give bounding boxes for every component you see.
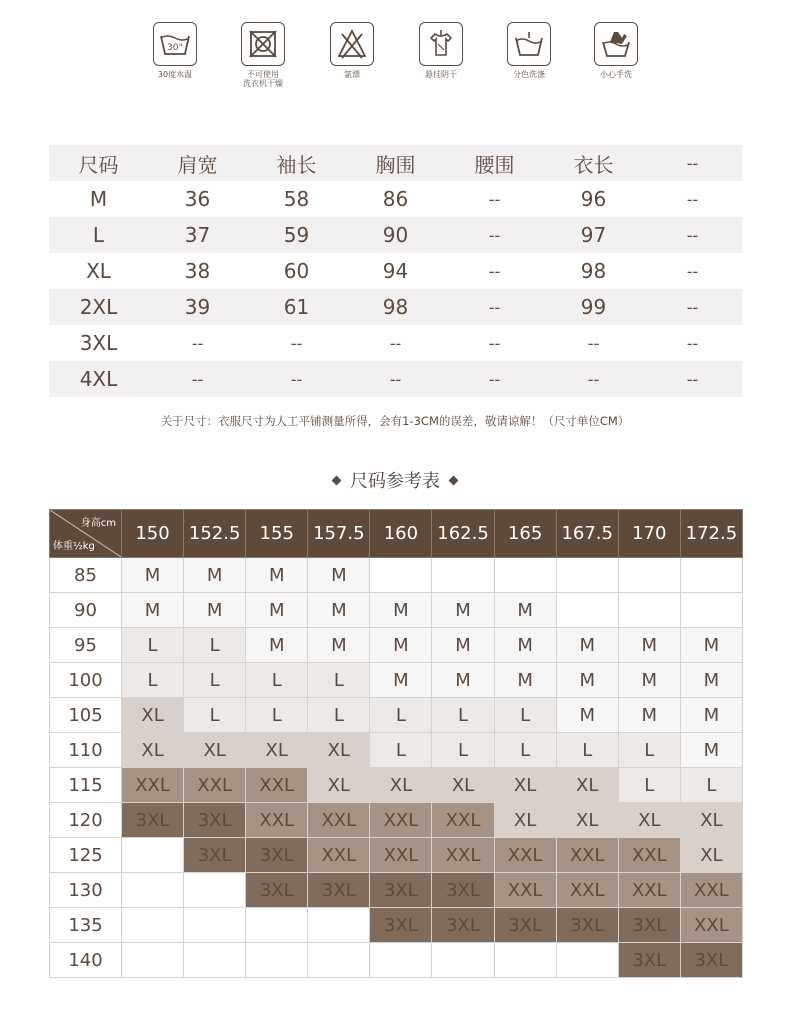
size-value-cell: -- (290, 333, 303, 353)
recommended-size-cell: XL (494, 768, 556, 803)
care-label: 30度水温 (157, 70, 193, 79)
care-item-bleach (307, 22, 397, 79)
column-header: 衣长 (573, 152, 614, 177)
weight-cell: 95 (50, 628, 122, 663)
height-header-cell: 170 (618, 510, 680, 558)
height-axis-label: 身高cm (80, 518, 116, 529)
recommended-size-cell: M (494, 593, 556, 628)
height-header-cell: 162.5 (432, 510, 494, 558)
size-label-cell: 4XL (79, 367, 118, 391)
height-header-cell: 172.5 (680, 510, 742, 558)
recommended-size-cell: M (122, 593, 184, 628)
recommended-size-cell: XL (618, 803, 680, 838)
recommended-size-cell: 3XL (680, 943, 742, 978)
recommended-size-cell: M (680, 628, 742, 663)
size-value-cell: -- (488, 225, 501, 245)
recommended-size-cell: XXL (494, 873, 556, 908)
recommended-size-cell: M (370, 593, 432, 628)
weight-cell: 85 (50, 558, 122, 593)
height-header-cell: 157.5 (308, 510, 370, 558)
recommended-size-cell (494, 558, 556, 593)
recommended-size-cell: M (618, 698, 680, 733)
weight-cell: 110 (50, 733, 122, 768)
weight-cell: 135 (50, 908, 122, 943)
recommended-size-cell: M (680, 698, 742, 733)
weight-cell: 90 (50, 593, 122, 628)
corner-cell (50, 510, 122, 558)
recommended-size-cell: L (308, 698, 370, 733)
recommended-size-cell: 3XL (246, 838, 308, 873)
recommended-size-cell: 3XL (184, 838, 246, 873)
care-icons-row (0, 22, 790, 102)
recommended-size-cell: L (494, 698, 556, 733)
size-row (49, 181, 742, 217)
recommended-size-cell: L (618, 768, 680, 803)
size-value-cell: -- (488, 369, 501, 389)
size-value-cell: -- (686, 189, 699, 209)
recommended-size-cell: L (122, 628, 184, 663)
size-value-cell: -- (686, 333, 699, 353)
recommended-size-cell: M (246, 558, 308, 593)
recommended-size-cell: XXL (246, 803, 308, 838)
recommended-size-cell: XXL (432, 803, 494, 838)
size-value-cell: -- (191, 369, 204, 389)
care-item-no-dryer (218, 22, 308, 88)
recommended-size-cell: XXL (246, 768, 308, 803)
size-value-cell: -- (488, 297, 501, 317)
size-value-cell: -- (488, 189, 501, 209)
care-label: 分色洗涤 (513, 70, 545, 79)
recommended-size-cell: XXL (122, 768, 184, 803)
size-value-cell: 61 (283, 295, 310, 319)
recommended-size-cell (432, 943, 494, 978)
size-value-cell: -- (686, 225, 699, 245)
recommended-size-cell: XXL (432, 838, 494, 873)
recommended-size-cell: L (184, 663, 246, 698)
reference-row (50, 768, 743, 803)
diamond-icon (449, 476, 459, 486)
recommended-size-cell (308, 943, 370, 978)
recommended-size-cell (680, 558, 742, 593)
recommended-size-cell: L (432, 698, 494, 733)
size-value-cell: 94 (382, 259, 409, 283)
column-header: 腰围 (474, 152, 515, 177)
care-item-hang-dry (396, 22, 486, 79)
reference-row (50, 733, 743, 768)
recommended-size-cell: M (680, 733, 742, 768)
size-label-cell: 3XL (79, 331, 118, 355)
recommended-size-cell (246, 943, 308, 978)
height-header-cell: 167.5 (556, 510, 618, 558)
recommended-size-cell (494, 943, 556, 978)
recommended-size-cell (432, 558, 494, 593)
recommended-size-cell: 3XL (370, 873, 432, 908)
size-row (49, 361, 742, 397)
recommended-size-cell: M (370, 628, 432, 663)
height-header-cell: 165 (494, 510, 556, 558)
size-value-cell: 60 (283, 259, 310, 283)
recommended-size-cell: 3XL (618, 943, 680, 978)
recommended-size-cell: XL (432, 768, 494, 803)
recommended-size-cell (184, 908, 246, 943)
no-bleach-icon (330, 22, 374, 66)
reference-table-body (50, 558, 743, 978)
size-measurement-table (49, 145, 742, 397)
recommended-size-cell: XXL (494, 838, 556, 873)
recommended-size-cell (122, 873, 184, 908)
recommended-size-cell: M (432, 628, 494, 663)
weight-axis-label: 体重½kg (53, 541, 95, 552)
size-value-cell: -- (191, 333, 204, 353)
recommended-size-cell: M (246, 628, 308, 663)
recommended-size-cell: XL (370, 768, 432, 803)
reference-header-row (50, 510, 743, 558)
no-machine-dry-icon (241, 22, 285, 66)
column-header: 袖长 (276, 152, 317, 177)
recommended-size-cell: XL (122, 698, 184, 733)
recommended-size-cell (618, 558, 680, 593)
measurement-note: 关于尺寸：衣服尺寸为人工平铺测量所得，会有1-3CM的误差，敬请谅解！（尺寸单位CM） (160, 414, 630, 428)
recommended-size-cell: XXL (308, 838, 370, 873)
recommended-size-cell (556, 558, 618, 593)
reference-row (50, 838, 743, 873)
recommended-size-cell: M (618, 628, 680, 663)
recommended-size-cell: 3XL (432, 873, 494, 908)
size-value-cell: 59 (283, 223, 310, 247)
recommended-size-cell: M (184, 593, 246, 628)
recommended-size-cell: XXL (308, 803, 370, 838)
reference-row (50, 943, 743, 978)
size-value-cell: 36 (184, 187, 211, 211)
recommended-size-cell: L (494, 733, 556, 768)
size-value-cell: -- (389, 369, 402, 389)
size-value-cell: 96 (580, 187, 607, 211)
recommended-size-cell: L (184, 628, 246, 663)
size-value-cell: 98 (382, 295, 409, 319)
size-value-cell: -- (686, 261, 699, 281)
recommended-size-cell: XL (556, 803, 618, 838)
size-value-cell: 99 (580, 295, 607, 319)
recommended-size-cell: L (556, 733, 618, 768)
recommended-size-cell: XXL (370, 803, 432, 838)
weight-cell: 130 (50, 873, 122, 908)
size-label-cell: 2XL (79, 295, 118, 319)
recommended-size-cell: XL (494, 803, 556, 838)
recommended-size-cell: L (370, 733, 432, 768)
recommended-size-cell: M (370, 663, 432, 698)
size-value-cell: 37 (184, 223, 211, 247)
recommended-size-cell: L (618, 733, 680, 768)
hand-wash-icon (594, 22, 638, 66)
reference-title: 尺码参考表 (350, 471, 440, 492)
recommended-size-cell: M (308, 593, 370, 628)
recommended-size-cell: XXL (618, 873, 680, 908)
reference-row (50, 803, 743, 838)
recommended-size-cell: L (370, 698, 432, 733)
recommended-size-cell: M (184, 558, 246, 593)
size-value-cell: 90 (382, 223, 409, 247)
size-value-cell: 97 (580, 223, 607, 247)
recommended-size-cell: XXL (680, 873, 742, 908)
recommended-size-cell (122, 838, 184, 873)
hang-dry-shade-icon (419, 22, 463, 66)
recommended-size-cell: M (556, 663, 618, 698)
size-label-cell: L (92, 223, 105, 247)
weight-cell: 125 (50, 838, 122, 873)
diamond-icon (332, 476, 342, 486)
wash-temp-text: 30° (167, 43, 183, 53)
recommended-size-cell (122, 908, 184, 943)
size-row (49, 253, 742, 289)
reference-row (50, 908, 743, 943)
size-value-cell: -- (488, 261, 501, 281)
recommended-size-cell: M (246, 593, 308, 628)
recommended-size-cell: 3XL (370, 908, 432, 943)
care-item-hand-wash (571, 22, 661, 79)
size-value-cell: -- (587, 333, 600, 353)
size-value-cell: 58 (283, 187, 310, 211)
height-header-cell: 155 (246, 510, 308, 558)
recommended-size-cell (308, 908, 370, 943)
recommended-size-cell: M (432, 593, 494, 628)
recommended-size-cell: XXL (618, 838, 680, 873)
weight-cell: 140 (50, 943, 122, 978)
recommended-size-cell: M (308, 558, 370, 593)
recommended-size-cell (370, 558, 432, 593)
size-reference-table (49, 509, 743, 978)
recommended-size-cell: M (494, 628, 556, 663)
height-header-cell: 152.5 (184, 510, 246, 558)
care-label: 悬挂阴干 (425, 70, 457, 79)
size-value-cell: 39 (184, 295, 211, 319)
column-header: 尺码 (78, 152, 119, 177)
recommended-size-cell: L (246, 663, 308, 698)
recommended-size-cell (680, 593, 742, 628)
recommended-size-cell: XL (680, 803, 742, 838)
recommended-size-cell: M (494, 663, 556, 698)
reference-row (50, 593, 743, 628)
recommended-size-cell: M (308, 628, 370, 663)
recommended-size-cell (184, 873, 246, 908)
size-value-cell: 86 (382, 187, 409, 211)
column-header: -- (686, 153, 699, 173)
recommended-size-cell: L (308, 663, 370, 698)
recommended-size-cell: L (432, 733, 494, 768)
reference-row (50, 873, 743, 908)
recommended-size-cell: 3XL (618, 908, 680, 943)
recommended-size-cell: 3XL (432, 908, 494, 943)
recommended-size-cell (370, 943, 432, 978)
recommended-size-cell: XXL (556, 838, 618, 873)
recommended-size-cell: XXL (680, 908, 742, 943)
weight-cell: 120 (50, 803, 122, 838)
recommended-size-cell: M (618, 663, 680, 698)
recommended-size-cell (556, 593, 618, 628)
recommended-size-cell: 3XL (246, 873, 308, 908)
recommended-size-cell (556, 943, 618, 978)
recommended-size-cell: XL (556, 768, 618, 803)
weight-cell: 105 (50, 698, 122, 733)
recommended-size-cell: L (184, 698, 246, 733)
recommended-size-cell (618, 593, 680, 628)
recommended-size-cell: XL (308, 733, 370, 768)
recommended-size-cell: M (432, 663, 494, 698)
recommended-size-cell: 3XL (494, 908, 556, 943)
recommended-size-cell: 3XL (184, 803, 246, 838)
recommended-size-cell (122, 943, 184, 978)
size-value-cell: -- (488, 333, 501, 353)
size-table-body (49, 181, 742, 397)
size-value-cell: -- (686, 297, 699, 317)
recommended-size-cell: XL (680, 838, 742, 873)
reference-row (50, 698, 743, 733)
care-label: 氯漂 (344, 70, 360, 79)
recommended-size-cell: L (246, 698, 308, 733)
care-label: 小心手洗 (600, 70, 632, 79)
recommended-size-cell: 3XL (308, 873, 370, 908)
size-label-cell: XL (86, 259, 111, 283)
recommended-size-cell: M (680, 663, 742, 698)
size-row (49, 325, 742, 361)
care-item-separate-wash (484, 22, 574, 79)
reference-title-block (0, 467, 790, 493)
weight-cell: 100 (50, 663, 122, 698)
size-table-header-row (49, 145, 742, 181)
recommended-size-cell: 3XL (122, 803, 184, 838)
size-value-cell: -- (290, 369, 303, 389)
recommended-size-cell: M (556, 698, 618, 733)
size-row (49, 289, 742, 325)
column-header: 肩宽 (177, 152, 218, 177)
recommended-size-cell: L (680, 768, 742, 803)
reference-row (50, 628, 743, 663)
size-label-cell: M (89, 187, 108, 211)
recommended-size-cell: XXL (184, 768, 246, 803)
recommended-size-cell: L (122, 663, 184, 698)
recommended-size-cell (184, 943, 246, 978)
wash-separately-icon (507, 22, 551, 66)
height-header-cell: 150 (122, 510, 184, 558)
size-value-cell: -- (587, 369, 600, 389)
size-row (49, 217, 742, 253)
recommended-size-cell: XL (122, 733, 184, 768)
recommended-size-cell: XL (308, 768, 370, 803)
weight-cell: 115 (50, 768, 122, 803)
reference-row (50, 663, 743, 698)
height-header-cell: 160 (370, 510, 432, 558)
size-value-cell: -- (686, 369, 699, 389)
care-label: 不可使用 洗衣机干燥 (243, 70, 283, 88)
recommended-size-cell: XL (184, 733, 246, 768)
recommended-size-cell (246, 908, 308, 943)
size-value-cell: -- (389, 333, 402, 353)
recommended-size-cell: XXL (370, 838, 432, 873)
reference-row (50, 558, 743, 593)
recommended-size-cell: M (122, 558, 184, 593)
recommended-size-cell: XXL (556, 873, 618, 908)
column-header: 胸围 (375, 152, 416, 177)
wash-30-icon (153, 22, 197, 66)
recommended-size-cell: 3XL (556, 908, 618, 943)
size-value-cell: 98 (580, 259, 607, 283)
size-value-cell: 38 (184, 259, 211, 283)
care-item-wash-30 (130, 22, 220, 79)
recommended-size-cell: XL (246, 733, 308, 768)
recommended-size-cell: M (556, 628, 618, 663)
